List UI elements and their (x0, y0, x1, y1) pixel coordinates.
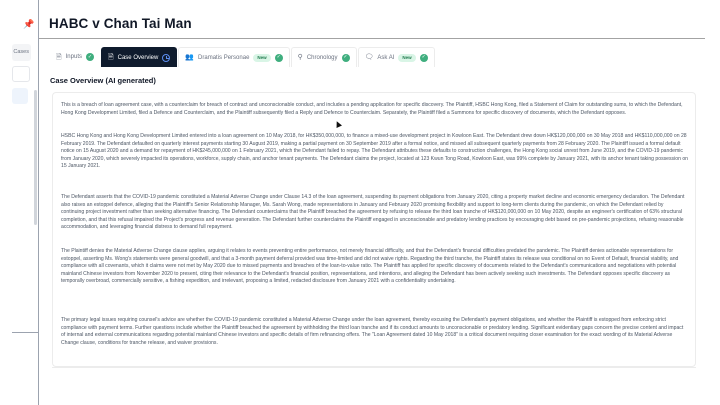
overview-paragraph: HSBC Hong Kong and Hong Kong Development Limited entered into a loan agreement on 10 May 2018, for HK$350,000,000, to finance a mixed-use development project in Kowloon East. The Defendant drew down HK$120,000,000 on 30 May 2018 and HK$110,000,000 on 28 February 2019. The Defendant defaulted on quarterly interest payments starting 30 August 2019, making a partial payment on 30 September 2019 after a formal notice, and missed all subsequent quarterly payments from 28 February 2020. The Plaintiff issued a formal default notice on 15 August 2020 and a demand for repayment of HK$245,000,000 on 1 February 2021, which the Defendant failed to repay. The Defendant attributes these defaults to construction challenges, the Hong Kong social unrest from June 2019, and the COVID-19 pandemic from January 2020, which severely impacted its operations, workforce, supply chain, and anchor tenant payments. The Defendant claims the project, located at 123 Kwun Tong Road, Kowloon East, was 99% complete by January 2021, with its anchor tenant taking possession on 15 January 2021. (61, 133, 688, 170)
case-overview-card (52, 92, 696, 367)
page-header (39, 0, 705, 39)
sidebar-scrollbar[interactable] (34, 90, 37, 225)
document-icon: 🗎 (108, 54, 114, 61)
tab-label: Inputs (65, 54, 82, 60)
tab-inputs[interactable] (50, 47, 100, 67)
sidebar-divider (12, 332, 39, 333)
section-title: Case Overview (AI generated) (50, 76, 156, 85)
tab-dramatis-personae[interactable] (178, 47, 289, 67)
check-icon: ✓ (421, 54, 426, 60)
overview-paragraph: This is a breach of loan agreement case, with a counterclaim for breach of contract and unconscionable conduct, and includes a pending application for specific discovery. The Plaintiff, HSBC Hong Kong, filed a Statement of Claim for outstanding sums, to which the Defendant, Hong Kong Development Limited, filed a Defence and Counterclaim, and the Plaintiff subsequently filed a Reply and Defence to Counterclaim. Separately, the Plaintiff filed a Summons for specific discovery of documents, which the Defendant opposes. (61, 102, 683, 116)
tab-bar (50, 47, 436, 67)
overview-paragraph: The primary legal issues requiring counsel's advice are whether the COVID-19 pandemic constituted a Material Adverse Change under the loan agreement, thereby excusing the Defendant's payment obligations, and whether the Plaintiff is estopped from enforcing strict compliance with payment terms. Further questions include whether the Plaintiff breached the agreement by withholding the third loan tranche and if its conduct amounts to unconscionable or predatory lending. Significant evidentiary gaps concern the precise content and impact of internal and external communications regarding potential mainland Chinese investors and specific details of firm refinancing offers. The "Loan Agreement dated 10 May 2018" is a critical document requiring closer examination for the exact wording of its Material Adverse Change clause, conditions for tranche release, and waiver provisions. (61, 317, 684, 346)
tab-case-overview[interactable] (101, 47, 177, 67)
check-icon: ✓ (343, 54, 348, 60)
overview-paragraph: The Plaintiff denies the Material Adverse Change clause applies, arguing it relates to events preventing entire performance, not merely financial difficulty, and that the Defendant's financial difficulties predated the pandemic. The Plaintiff denies actionable representations for estoppel, asserting Ms. Wong's statements were general goodwill, and that a 3-month payment deferral provided was time-limited and did not waive rights. Regarding the third tranche, the Plaintiff states its release was conditional on no Event of Default, financial viability, and compliance with all covenants, which it claims were not met by May 2020 due to missed payments and breaches of the loan-to-value ratio. The Plaintiff has applied for specific discovery of documents related to the Defendant's communications and negotiations with potential mainland Chinese investors from November 2020 to present, citing their relevance to the Defendant's financial position, representations, and intentions, and alleging the Defendant has been actively seeking such investments. The Defendant opposes specific discovery as temporally overbroad, commercially sensitive, a fishing expedition, and irrelevant, proposing a limited, redacted disclosure from January 2021 with a confidentiality undertaking. (61, 248, 679, 285)
bottom-divider (52, 367, 696, 368)
tab-label: Chronology (306, 54, 338, 61)
check-icon: ✓ (87, 53, 93, 60)
chat-icon: 🗨 (364, 54, 374, 61)
document-icon: 🗎 (56, 53, 62, 61)
tab-label: Case Overview (117, 54, 159, 61)
sidebar-item-cases[interactable]: Cases (12, 44, 31, 61)
tab-label: Ask AI (377, 54, 395, 61)
tab-ask-ai[interactable] (358, 47, 435, 67)
clock-icon (162, 54, 170, 62)
new-badge: New (398, 54, 415, 62)
people-icon: 👥 (185, 54, 195, 61)
tab-label: Dramatis Personae (198, 54, 250, 61)
check-icon: ✓ (276, 54, 281, 60)
lightbulb-icon: ⚲ (297, 54, 303, 61)
overview-paragraph: The Defendant asserts that the COVID-19 pandemic constituted a Material Adverse Change under Clause 14.3 of the loan agreement, suspending its payment obligations from January 2020, citing a property market decline and economic emergency declaration. The Defendant also raises an estoppel defence, alleging that the Plaintiff's Senior Relationship Manager, Ms. Sarah Wong, made representations in January and February 2020 promising flexibility and support to long-term clients during the pandemic, on which the Defendant relied by continuing project investment rather than seeking alternative financing. The Defendant counterclaims that the Plaintiff breached the agreement by refusing to release the third loan tranche of HK$120,000,000 on 10 May 2020, despite an engineer's certification of 63% structural completion, and that this refusal impaired the Project's progress and revenue generation. The Defendant further counterclaims the Plaintiff engaged in unconscionable and predatory lending practices by encouraging debt based on pre-pandemic projections, refusing reasonable accommodation, and leveraging financial distress to demand full repayment. (61, 194, 685, 231)
page-title: HABC v Chan Tai Man (49, 16, 192, 31)
sidebar-item-selected[interactable] (12, 88, 28, 104)
sidebar (0, 0, 39, 405)
new-badge: New (253, 54, 270, 62)
pin-icon[interactable]: 📌 (23, 19, 35, 29)
tab-chronology[interactable] (291, 47, 357, 67)
sidebar-search-box[interactable] (12, 66, 30, 82)
